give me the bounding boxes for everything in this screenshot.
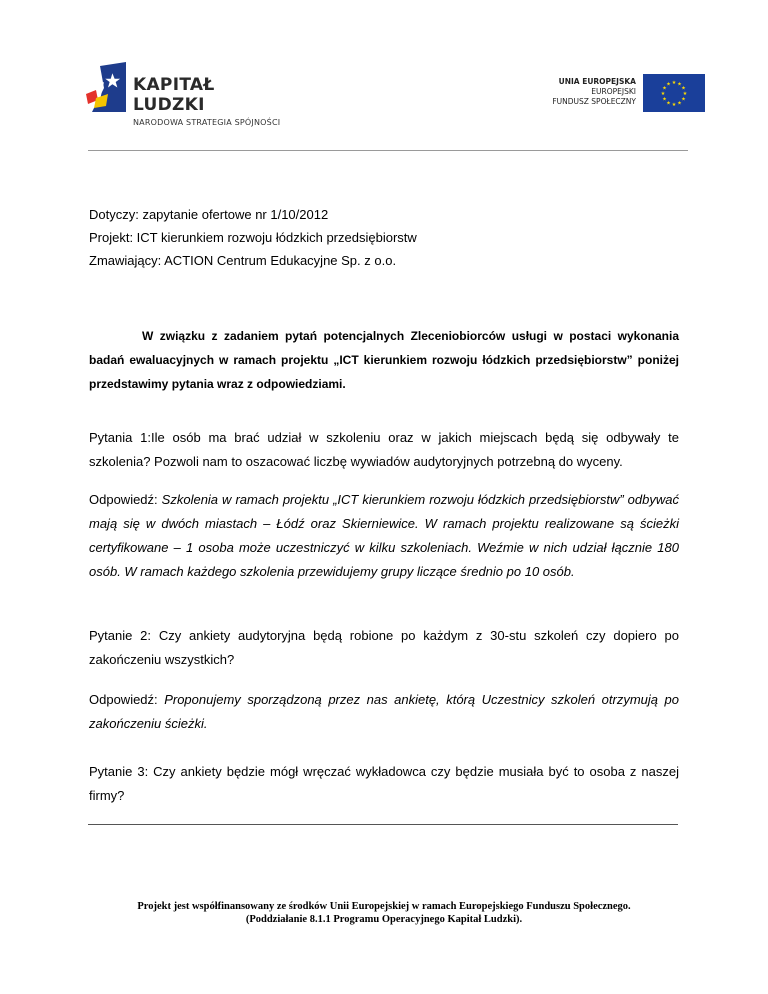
eu-star-icon: ★ bbox=[681, 96, 686, 103]
kl-title: KAPITAŁ LUDZKI bbox=[133, 75, 215, 115]
header-divider bbox=[88, 150, 688, 151]
question-1: Pytania 1:Ile osób ma brać udział w szkoleniu oraz w jakich miejscach będą się odbywały te szkolenia? Pozwoli nam to oszacować liczbę wywiadów audytoryjnych potrzebną do wyceny. bbox=[89, 430, 679, 469]
eu-star-icon: ★ bbox=[671, 102, 677, 108]
document-meta bbox=[89, 203, 417, 272]
question-3: Pytanie 3: Czy ankiety będzie mógł wręczać wykładowca czy będzie musiała być to osoba z naszej firmy? bbox=[89, 764, 679, 803]
meta-client: Zmawiający: ACTION Centrum Edukacyjne Sp. z o.o. bbox=[89, 253, 397, 268]
kl-subtitle: NARODOWA STRATEGIA SPÓJNOŚCI bbox=[133, 118, 281, 127]
intro-text: W związku z zadaniem pytań potencjalnych Zleceniobiorców usługi w postaci wykonania badań ewaluacyjnych w ramach projektu „ICT kierunkiem rozwoju łódzkich przedsiębiorstw” poniżej przedstawimy pytania wraz z odpowiedziami. bbox=[89, 329, 679, 391]
footer-line-1: Projekt jest współfinansowany ze środków Unii Europejskiej w ramach Europejskiego Funduszu Społecznego. bbox=[137, 901, 631, 912]
eu-title: UNIA EUROPEJSKA bbox=[558, 77, 636, 86]
intro-paragraph bbox=[89, 324, 679, 396]
eu-star-icon: ★ bbox=[660, 91, 666, 97]
answer-2-label: Odpowiedź: bbox=[89, 692, 158, 707]
eu-star-icon: ★ bbox=[662, 96, 667, 103]
eu-star-icon: ★ bbox=[681, 85, 686, 92]
eu-star-icon: ★ bbox=[677, 81, 682, 88]
answer-1-label: Odpowiedź: bbox=[89, 492, 158, 507]
question-2: Pytanie 2: Czy ankiety audytoryjna będą robione po każdym z 30-stu szkoleń czy dopiero po zakończeniu wszystkich? bbox=[89, 628, 679, 667]
kapital-ludzki-emblem-icon bbox=[86, 60, 130, 116]
answer-1 bbox=[89, 488, 679, 584]
eu-star-icon: ★ bbox=[666, 100, 671, 107]
kapital-ludzki-logo bbox=[86, 60, 286, 127]
eu-star-icon: ★ bbox=[677, 100, 682, 107]
answer-2-text: Proponujemy sporządzoną przez nas ankietę, którą Uczestnicy szkoleń otrzymują po zakończeniu ścieżki. bbox=[89, 692, 679, 731]
eu-line3: FUNDUSZ SPOŁECZNY bbox=[552, 97, 636, 106]
footer bbox=[60, 900, 708, 926]
meta-project: Projekt: ICT kierunkiem rozwoju łódzkich przedsiębiorstw bbox=[89, 230, 417, 245]
footer-line-2: (Poddziałanie 8.1.1 Programu Operacyjnego Kapitał Ludzki). bbox=[245, 914, 523, 925]
footer-divider bbox=[88, 824, 678, 825]
answer-1-text: Szkolenia w ramach projektu „ICT kierunkiem rozwoju łódzkich przedsiębiorstw” odbywać mają się w dwóch miastach – Łódź oraz Skierniewice. W ramach projektu realizowane są ścieżki certyfikowane – 1 osoba może uczestniczyć w kilku szkoleniach. Weźmie w nich udział łącznie 180 osób. W ramach każdego szkolenia przewidujemy grupy liczące średnio po 10 osób. bbox=[89, 492, 679, 579]
eu-star-icon: ★ bbox=[666, 81, 671, 88]
answer-2 bbox=[89, 688, 679, 736]
meta-subject: Dotyczy: zapytanie ofertowe nr 1/10/2012 bbox=[89, 207, 329, 222]
eu-star-icon: ★ bbox=[671, 80, 677, 86]
eu-fund-text bbox=[552, 77, 636, 107]
eu-star-icon: ★ bbox=[662, 85, 667, 92]
eu-line2: EUROPEJSKI bbox=[591, 87, 636, 96]
eu-star-icon: ★ bbox=[682, 91, 688, 97]
eu-flag-icon bbox=[643, 74, 705, 112]
